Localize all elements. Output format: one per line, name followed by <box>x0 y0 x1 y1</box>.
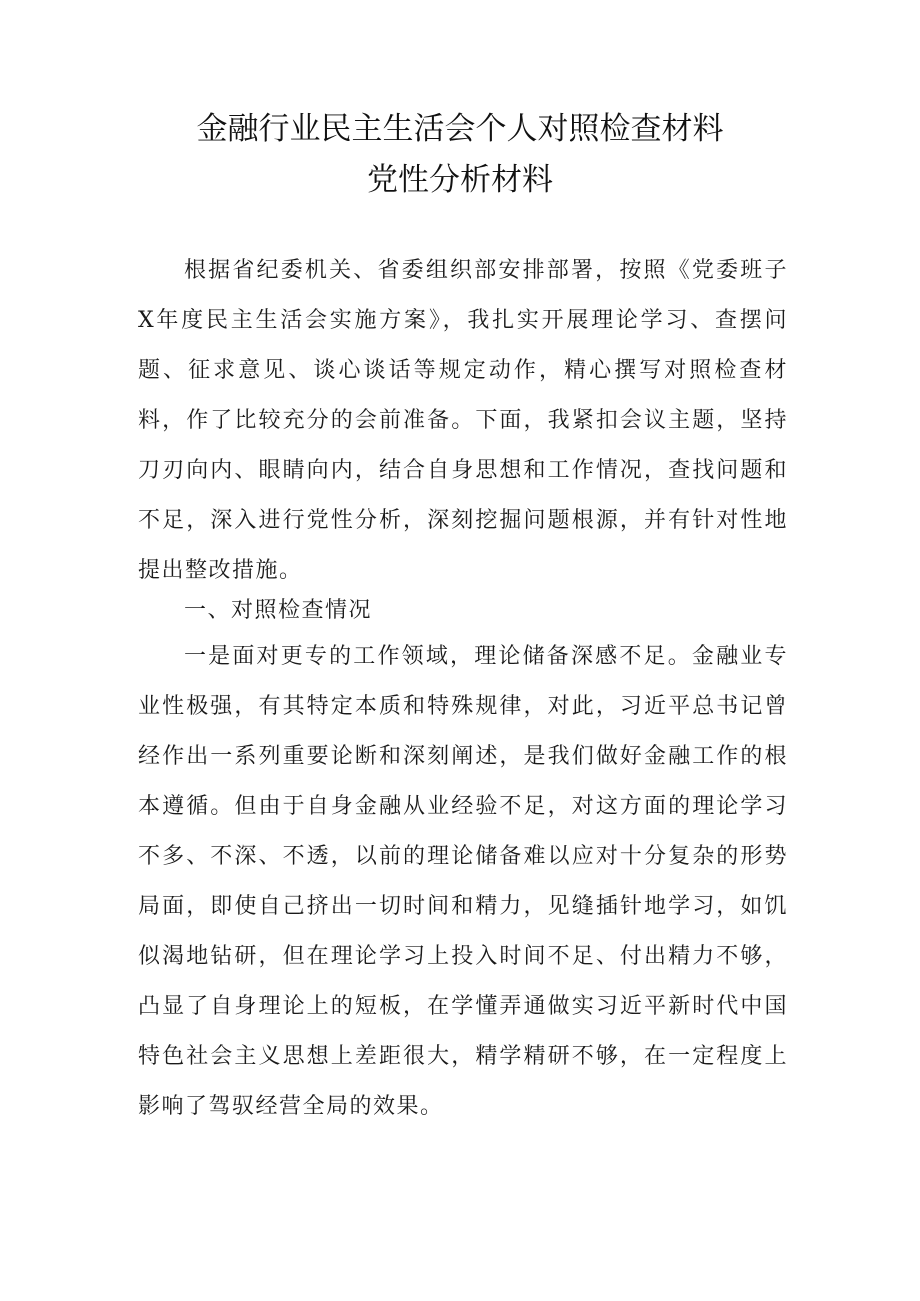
title-line-1: 金融行业民主生活会个人对照检查材料 <box>196 111 724 147</box>
title-line-2: 党性分析材料 <box>367 162 553 198</box>
body-paragraph: 一是面对更专的工作领域，理论储备深感不足。金融业专业性极强，有其特定本质和特殊规律，对此，习近平总书记曾经作出一系列重要论断和深刻阐述，是我们做好金融工作的根本遵循。但由于自身金融从业经验不足，对这方面的理论学习不多、不深、不透，以前的理论储备难以应对十分复杂的形势局面，即使自己挤出一切时间和精力，见缝插针地学习，如饥似渴地钻研，但在理论学习上投入时间不足、付出精力不够，凸显了自身理论上的短板，在学懂弄通做实习近平新时代中国特色社会主义思想上差距很大，精学精研不够，在一定程度上影响了驾驭经营全局的效果。 <box>138 644 788 1119</box>
section-heading: 一、对照检查情况 <box>184 598 373 623</box>
intro-paragraph: 根据省纪委机关、省委组织部安排部署，按照《党委班子X年度民主生活会实施方案》，我扎实开展理论学习、查摆问题、征求意见、谈心谈话等规定动作，精心撰写对照检查材料，作了比较充分的会前准备。下面，我紧扣会议主题，坚持刀刃向内、眼睛向内，结合自身思想和工作情况，查找问题和不足，深入进行党性分析，深刻挖掘问题根源，并有针对性地提出整改措施。 <box>138 258 788 583</box>
document-title <box>0 104 920 206</box>
